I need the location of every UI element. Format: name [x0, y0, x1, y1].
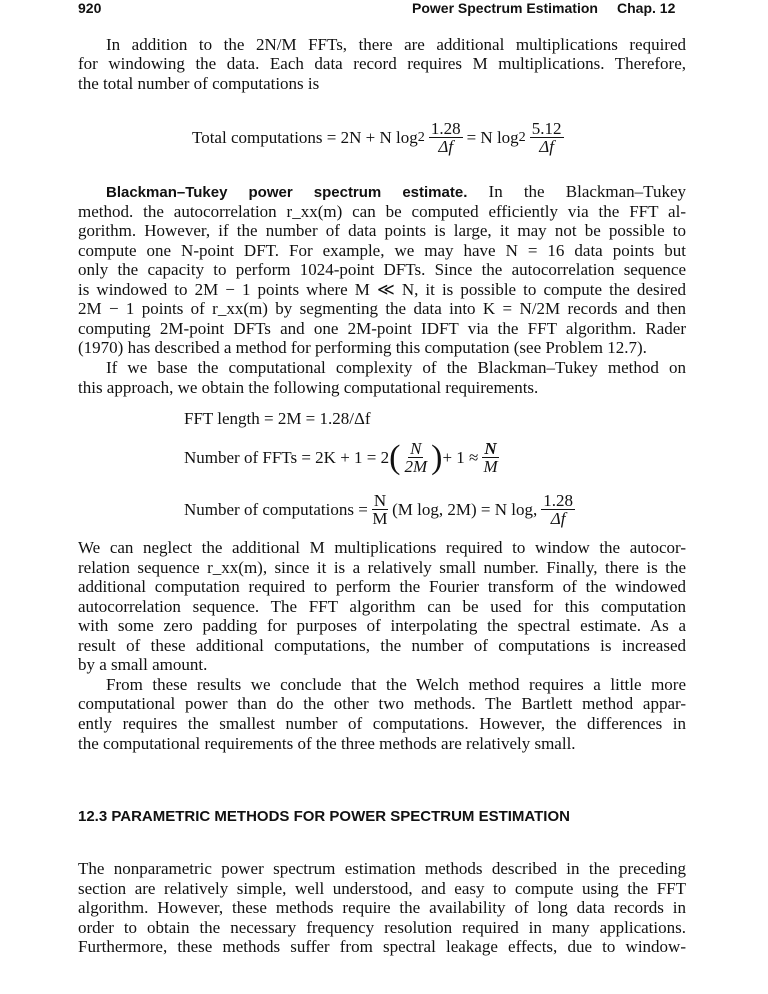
- text-line: gorithm. However, if the number of data points is large, it may not be possible to: [78, 221, 686, 241]
- text-line: relation sequence r_xx(m), since it is a relatively small number. Finally, there is the: [78, 557, 686, 577]
- text-line: by a small amount.: [78, 655, 208, 675]
- running-title: Power Spectrum Estimation: [412, 0, 598, 16]
- fraction: [482, 440, 498, 475]
- text-line: the computational requirements of the three methods are relatively small.: [78, 733, 576, 753]
- text-line: section are relatively simple, well understood, and easy to compute using the FFT: [78, 878, 686, 898]
- denominator: Δf: [550, 509, 566, 528]
- text-line: autocorrelation sequence. The FFT algorithm can be used for this computation: [78, 596, 686, 616]
- text-line: 2M − 1 points of r_xx(m) by segmenting the data into K = N/2M records and then: [78, 299, 686, 319]
- denominator: Δf: [539, 137, 554, 156]
- text-line: for windowing the data. Each data record requires M multiplications. Therefore,: [78, 54, 686, 73]
- eq-text: Number of FFTs = 2K + 1 = 2: [184, 447, 390, 467]
- equation-fft-length: [184, 409, 371, 429]
- text-line: computational power than do the other two methods. The Bartlett method appar-: [78, 694, 686, 714]
- eq-text: + 1 ≈: [442, 447, 479, 467]
- text-line: ently requires the smallest number of computations. However, the differences in: [78, 713, 686, 733]
- numerator: N: [410, 439, 422, 458]
- paren: (: [389, 438, 401, 476]
- text-line: From these results we conclude that the Welch method requires a little more: [106, 674, 686, 694]
- text-line: method. the autocorrelation r_xx(m) can be computed efficiently via the FFT al-: [78, 201, 686, 221]
- fraction: [372, 492, 388, 527]
- paren: ): [431, 438, 443, 476]
- text-line: with some zero padding for purposes of interpolating the spectral estimate. As a: [78, 616, 686, 636]
- equation-total-computations: [192, 120, 568, 155]
- numerator: 1.28: [430, 119, 461, 138]
- text-line: algorithm. However, these methods require the availability of long data records in: [78, 898, 686, 918]
- equation-number-of-ffts: [184, 440, 503, 475]
- text-line: this approach, we obtain the following computational requirements.: [78, 377, 539, 397]
- text-span: In the Blackman–Tukey: [488, 182, 686, 201]
- text-line: compute one N-point DFT. For example, we may have N = 16 data points but: [78, 240, 686, 260]
- text-line: We can neglect the additional M multiplications required to window the autocor-: [78, 538, 686, 557]
- fraction: [429, 120, 463, 155]
- eq-text: (M log, 2M) = N log,: [392, 499, 538, 519]
- text-line: additional computation required to perform the Fourier transform of the windowed: [78, 577, 686, 597]
- text-line: order to obtain the necessary frequency resolution required in many applications.: [78, 917, 686, 937]
- denominator: M: [372, 509, 388, 528]
- text-line: The nonparametric power spectrum estimation methods described in the preceding: [78, 859, 686, 878]
- numerator: N: [373, 491, 387, 510]
- numerator: N: [484, 439, 497, 458]
- text-line: only the capacity to perform 1024-point DFTs. Since the autocorrelation sequence: [78, 260, 686, 280]
- denominator: M: [483, 457, 498, 476]
- denominator: Δf: [438, 137, 454, 156]
- eq-text: FFT length = 2M = 1.28/Δf: [184, 409, 371, 428]
- fraction: [404, 440, 427, 475]
- text-line: In addition to the 2N/M FFTs, there are additional multiplications required: [106, 35, 686, 54]
- eq-text: Total computations = 2N + N log: [192, 127, 418, 147]
- chapter-label: Chap. 12: [617, 0, 676, 16]
- text-line: computing 2M-point DFTs and one 2M-point IDFT via the FFT algorithm. Rader: [78, 318, 686, 338]
- text-line: [106, 182, 686, 202]
- section-heading: 12.3 PARAMETRIC METHODS FOR POWER SPECTRUM ESTIMATION: [78, 808, 570, 825]
- page-number: 920: [78, 0, 102, 16]
- text-line: Furthermore, these methods suffer from spectral leakage effects, due to window-: [78, 937, 686, 957]
- eq-text: = N log: [466, 127, 519, 147]
- text-line: is windowed to 2M − 1 points where M ≪ N, it is possible to compute the desired: [78, 279, 686, 299]
- text-line: result of these additional computations, the number of computations is increased: [78, 635, 686, 655]
- fraction: [530, 120, 564, 155]
- eq-sub: 2: [417, 129, 425, 145]
- eq-text: Number of computations =: [184, 499, 368, 519]
- fraction: [541, 492, 575, 527]
- text-line: (1970) has described a method for performing this computation (see Problem 12.7).: [78, 338, 647, 358]
- numerator: 5.12: [531, 119, 562, 138]
- numerator: 1.28: [543, 491, 573, 510]
- paragraph-heading: Blackman–Tukey power spectrum estimate.: [106, 184, 468, 201]
- text-line: If we base the computational complexity of the Blackman–Tukey method on: [106, 357, 686, 377]
- equation-number-of-computations: [184, 492, 579, 527]
- eq-sub: 2: [518, 129, 526, 145]
- text-line: the total number of computations is: [78, 74, 320, 93]
- denominator: 2M: [404, 457, 428, 476]
